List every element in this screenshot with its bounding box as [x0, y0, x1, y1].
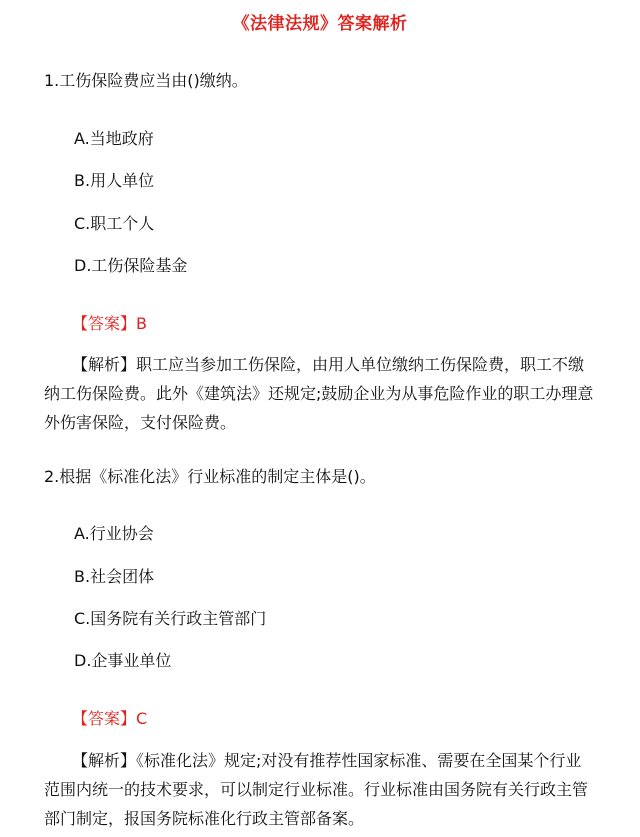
question-2-analysis-line-3: 部门制定，报国务院标准化行政主管部备案。 — [44, 809, 365, 828]
question-2-text: 2.根据《标准化法》行业标准的制定主体是()。 — [44, 467, 376, 486]
question-2-analysis-line-2: 范围内统一的技术要求，可以制定行业标准。行业标准由国务院有关行政主管 — [44, 780, 589, 799]
question-1-option-d: D.工伤保险基金 — [74, 256, 188, 275]
question-1-option-a: A.当地政府 — [74, 129, 154, 148]
question-2-option-d: D.企事业单位 — [74, 651, 172, 670]
question-1-analysis-line-1: 【解析】职工应当参加工伤保险，由用人单位缴纳工伤保险费，职工不缴 — [72, 355, 585, 374]
question-2-answer: 【答案】C — [72, 709, 148, 728]
question-2-option-c: C.国务院有关行政主管部门 — [74, 609, 267, 628]
question-2-option-b: B.社会团体 — [74, 567, 155, 586]
question-1-option-b: B.用人单位 — [74, 171, 155, 190]
question-2-analysis — [44, 746, 604, 833]
question-1-option-c: C.职工个人 — [74, 214, 155, 233]
question-1-text: 1.工伤保险费应当由()缴纳。 — [44, 71, 248, 90]
question-2-analysis-line-1: 【解析】《标准化法》规定;对没有推荐性国家标准、需要在全国某个行业 — [72, 751, 582, 770]
document-title: 《法律法规》答案解析 — [232, 14, 408, 34]
question-1-analysis-line-3: 外伤害保险，支付保险费。 — [44, 413, 237, 432]
question-1-analysis — [44, 350, 604, 437]
question-1-analysis-line-2: 纳工伤保险费。此外《建筑法》还规定;鼓励企业为从事危险作业的职工办理意 — [44, 384, 594, 403]
question-2-option-a: A.行业协会 — [74, 524, 154, 543]
question-1-answer: 【答案】B — [72, 314, 147, 333]
